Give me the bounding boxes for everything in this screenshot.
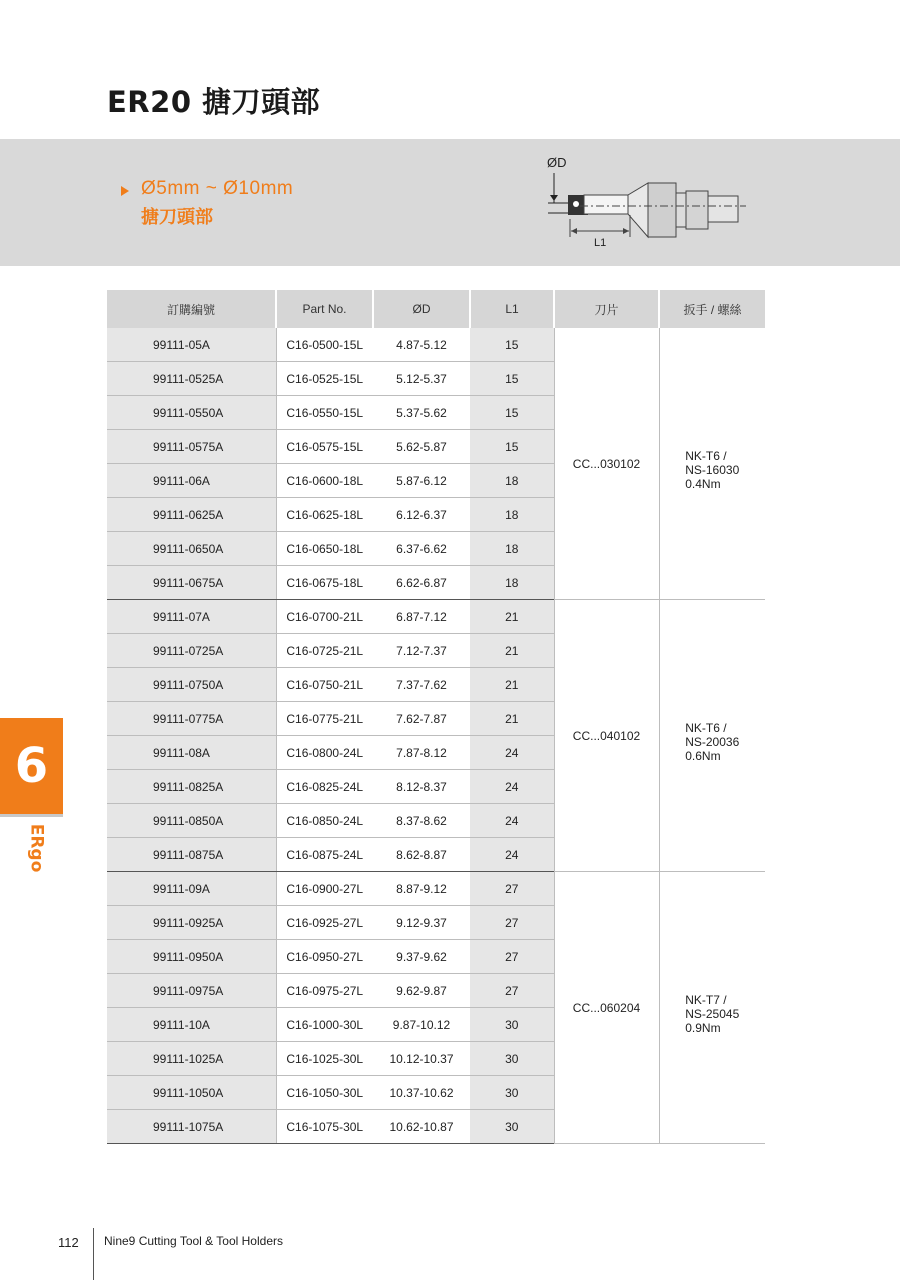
chapter-label	[24, 824, 54, 884]
length-cell: 27	[470, 906, 554, 940]
wrench-screw-spec	[685, 981, 739, 1035]
orange-arrow-icon	[121, 186, 129, 196]
order-number-cell: 99111-1025A	[107, 1042, 276, 1076]
part-number-cell: C16-1050-30L	[276, 1076, 373, 1110]
wrench-screw-spec	[685, 437, 739, 491]
diameter-cell: 9.37-9.62	[373, 940, 470, 974]
part-number-cell: C16-0600-18L	[276, 464, 373, 498]
header-part-no: Part No.	[276, 290, 373, 328]
diameter-cell: 7.12-7.37	[373, 634, 470, 668]
order-number-cell: 99111-0625A	[107, 498, 276, 532]
header-order-no: 訂購編號	[107, 290, 276, 328]
diameter-cell: 5.62-5.87	[373, 430, 470, 464]
wrench-spec-line: 0.6Nm	[685, 748, 721, 763]
length-cell: 18	[470, 566, 554, 600]
wrench-spec-line: NK-T6 /	[685, 720, 727, 735]
wrench-spec-line: 0.4Nm	[685, 476, 721, 491]
part-number-cell: C16-0650-18L	[276, 532, 373, 566]
diameter-cell: 5.87-6.12	[373, 464, 470, 498]
order-number-cell: 99111-08A	[107, 736, 276, 770]
diameter-cell: 5.37-5.62	[373, 396, 470, 430]
length-cell: 30	[470, 1076, 554, 1110]
header-insert: 刀片	[554, 290, 659, 328]
section-banner	[0, 139, 900, 266]
insert-cell: CC...040102	[554, 600, 659, 872]
diameter-cell: 7.62-7.87	[373, 702, 470, 736]
length-cell: 24	[470, 736, 554, 770]
part-number-cell: C16-0850-24L	[276, 804, 373, 838]
order-number-cell: 99111-07A	[107, 600, 276, 634]
part-number-cell: C16-0950-27L	[276, 940, 373, 974]
diameter-cell: 8.12-8.37	[373, 770, 470, 804]
diameter-cell: 4.87-5.12	[373, 328, 470, 362]
order-number-cell: 99111-05A	[107, 328, 276, 362]
length-cell: 21	[470, 702, 554, 736]
length-cell: 15	[470, 328, 554, 362]
chapter-label-text: ERgo	[26, 823, 47, 873]
wrench-screw-cell	[659, 328, 765, 600]
chapter-tab	[0, 718, 63, 814]
order-number-cell: 99111-10A	[107, 1008, 276, 1042]
wrench-spec-line: NS-16030	[685, 462, 740, 477]
spec-table-body	[107, 328, 765, 1144]
diameter-cell: 5.12-5.37	[373, 362, 470, 396]
footer-divider	[93, 1228, 94, 1280]
diagram-od-label: ØD	[547, 155, 567, 170]
diameter-cell: 10.37-10.62	[373, 1076, 470, 1110]
diameter-cell: 9.87-10.12	[373, 1008, 470, 1042]
diameter-cell: 8.62-8.87	[373, 838, 470, 872]
length-cell: 30	[470, 1110, 554, 1144]
order-number-cell: 99111-1050A	[107, 1076, 276, 1110]
wrench-screw-cell	[659, 872, 765, 1144]
table-row	[107, 600, 765, 634]
length-cell: 15	[470, 430, 554, 464]
header-length: L1	[470, 290, 554, 328]
part-number-cell: C16-0525-15L	[276, 362, 373, 396]
order-number-cell: 99111-06A	[107, 464, 276, 498]
diameter-cell: 7.87-8.12	[373, 736, 470, 770]
table-row	[107, 872, 765, 906]
wrench-spec-line: NK-T6 /	[685, 448, 727, 463]
page-number: 112	[58, 1235, 79, 1250]
length-cell: 27	[470, 974, 554, 1008]
order-number-cell: 99111-0975A	[107, 974, 276, 1008]
order-number-cell: 99111-09A	[107, 872, 276, 906]
wrench-spec-line: NK-T7 /	[685, 992, 727, 1007]
table-row	[107, 328, 765, 362]
footer-text: Nine9 Cutting Tool & Tool Holders	[104, 1234, 283, 1248]
length-cell: 27	[470, 940, 554, 974]
length-cell: 21	[470, 600, 554, 634]
wrench-spec-line: 0.9Nm	[685, 1020, 721, 1035]
order-number-cell: 99111-0575A	[107, 430, 276, 464]
order-number-cell: 99111-0675A	[107, 566, 276, 600]
order-number-cell: 99111-0875A	[107, 838, 276, 872]
order-number-cell: 99111-0925A	[107, 906, 276, 940]
order-number-cell: 99111-0850A	[107, 804, 276, 838]
diameter-cell: 9.62-9.87	[373, 974, 470, 1008]
diameter-cell: 8.87-9.12	[373, 872, 470, 906]
boring-head-diagram	[540, 151, 750, 251]
length-cell: 18	[470, 498, 554, 532]
order-number-cell: 99111-0725A	[107, 634, 276, 668]
length-cell: 27	[470, 872, 554, 906]
length-cell: 24	[470, 838, 554, 872]
wrench-screw-spec	[685, 709, 739, 763]
diameter-range: Ø5mm ~ Ø10mm	[141, 178, 294, 199]
part-number-cell: C16-1025-30L	[276, 1042, 373, 1076]
length-cell: 30	[470, 1008, 554, 1042]
length-cell: 30	[470, 1042, 554, 1076]
order-number-cell: 99111-1075A	[107, 1110, 276, 1144]
diameter-cell: 6.87-7.12	[373, 600, 470, 634]
length-cell: 15	[470, 396, 554, 430]
wrench-spec-line: NS-20036	[685, 734, 740, 749]
header-diameter: ØD	[373, 290, 470, 328]
part-number-cell: C16-1000-30L	[276, 1008, 373, 1042]
diagram-l1-label: L1	[594, 237, 607, 249]
diameter-cell: 6.12-6.37	[373, 498, 470, 532]
part-number-cell: C16-0925-27L	[276, 906, 373, 940]
order-number-cell: 99111-0950A	[107, 940, 276, 974]
diameter-cell: 6.37-6.62	[373, 532, 470, 566]
chapter-number: 6	[14, 738, 49, 794]
insert-cell: CC...030102	[554, 328, 659, 600]
part-number-cell: C16-0775-21L	[276, 702, 373, 736]
part-number-cell: C16-0500-15L	[276, 328, 373, 362]
diameter-cell: 9.12-9.37	[373, 906, 470, 940]
length-cell: 15	[470, 362, 554, 396]
page-title: ER20 搪刀頭部	[107, 85, 321, 119]
length-cell: 24	[470, 804, 554, 838]
wrench-spec-line: NS-25045	[685, 1006, 740, 1021]
diameter-cell: 8.37-8.62	[373, 804, 470, 838]
length-cell: 21	[470, 668, 554, 702]
order-number-cell: 99111-0550A	[107, 396, 276, 430]
wrench-screw-cell	[659, 600, 765, 872]
length-cell: 24	[470, 770, 554, 804]
part-number-cell: C16-0825-24L	[276, 770, 373, 804]
diameter-cell: 7.37-7.62	[373, 668, 470, 702]
diameter-cell: 6.62-6.87	[373, 566, 470, 600]
part-number-cell: C16-0750-21L	[276, 668, 373, 702]
part-number-cell: C16-0800-24L	[276, 736, 373, 770]
length-cell: 18	[470, 464, 554, 498]
part-number-cell: C16-1075-30L	[276, 1110, 373, 1144]
order-number-cell: 99111-0775A	[107, 702, 276, 736]
part-number-cell: C16-0900-27L	[276, 872, 373, 906]
order-number-cell: 99111-0650A	[107, 532, 276, 566]
length-cell: 21	[470, 634, 554, 668]
insert-cell: CC...060204	[554, 872, 659, 1144]
header-wrench-screw: 扳手 / 螺絲	[659, 290, 765, 328]
part-number-cell: C16-0875-24L	[276, 838, 373, 872]
spec-table	[107, 290, 765, 1144]
part-number-cell: C16-0700-21L	[276, 600, 373, 634]
order-number-cell: 99111-0525A	[107, 362, 276, 396]
order-number-cell: 99111-0750A	[107, 668, 276, 702]
order-number-cell: 99111-0825A	[107, 770, 276, 804]
diameter-cell: 10.62-10.87	[373, 1110, 470, 1144]
diameter-cell: 10.12-10.37	[373, 1042, 470, 1076]
part-number-cell: C16-0625-18L	[276, 498, 373, 532]
part-number-cell: C16-0550-15L	[276, 396, 373, 430]
part-number-cell: C16-0975-27L	[276, 974, 373, 1008]
table-header-row	[107, 290, 765, 328]
part-number-cell: C16-0575-15L	[276, 430, 373, 464]
part-number-cell: C16-0675-18L	[276, 566, 373, 600]
part-number-cell: C16-0725-21L	[276, 634, 373, 668]
length-cell: 18	[470, 532, 554, 566]
banner-subtitle: 搪刀頭部	[141, 207, 213, 228]
